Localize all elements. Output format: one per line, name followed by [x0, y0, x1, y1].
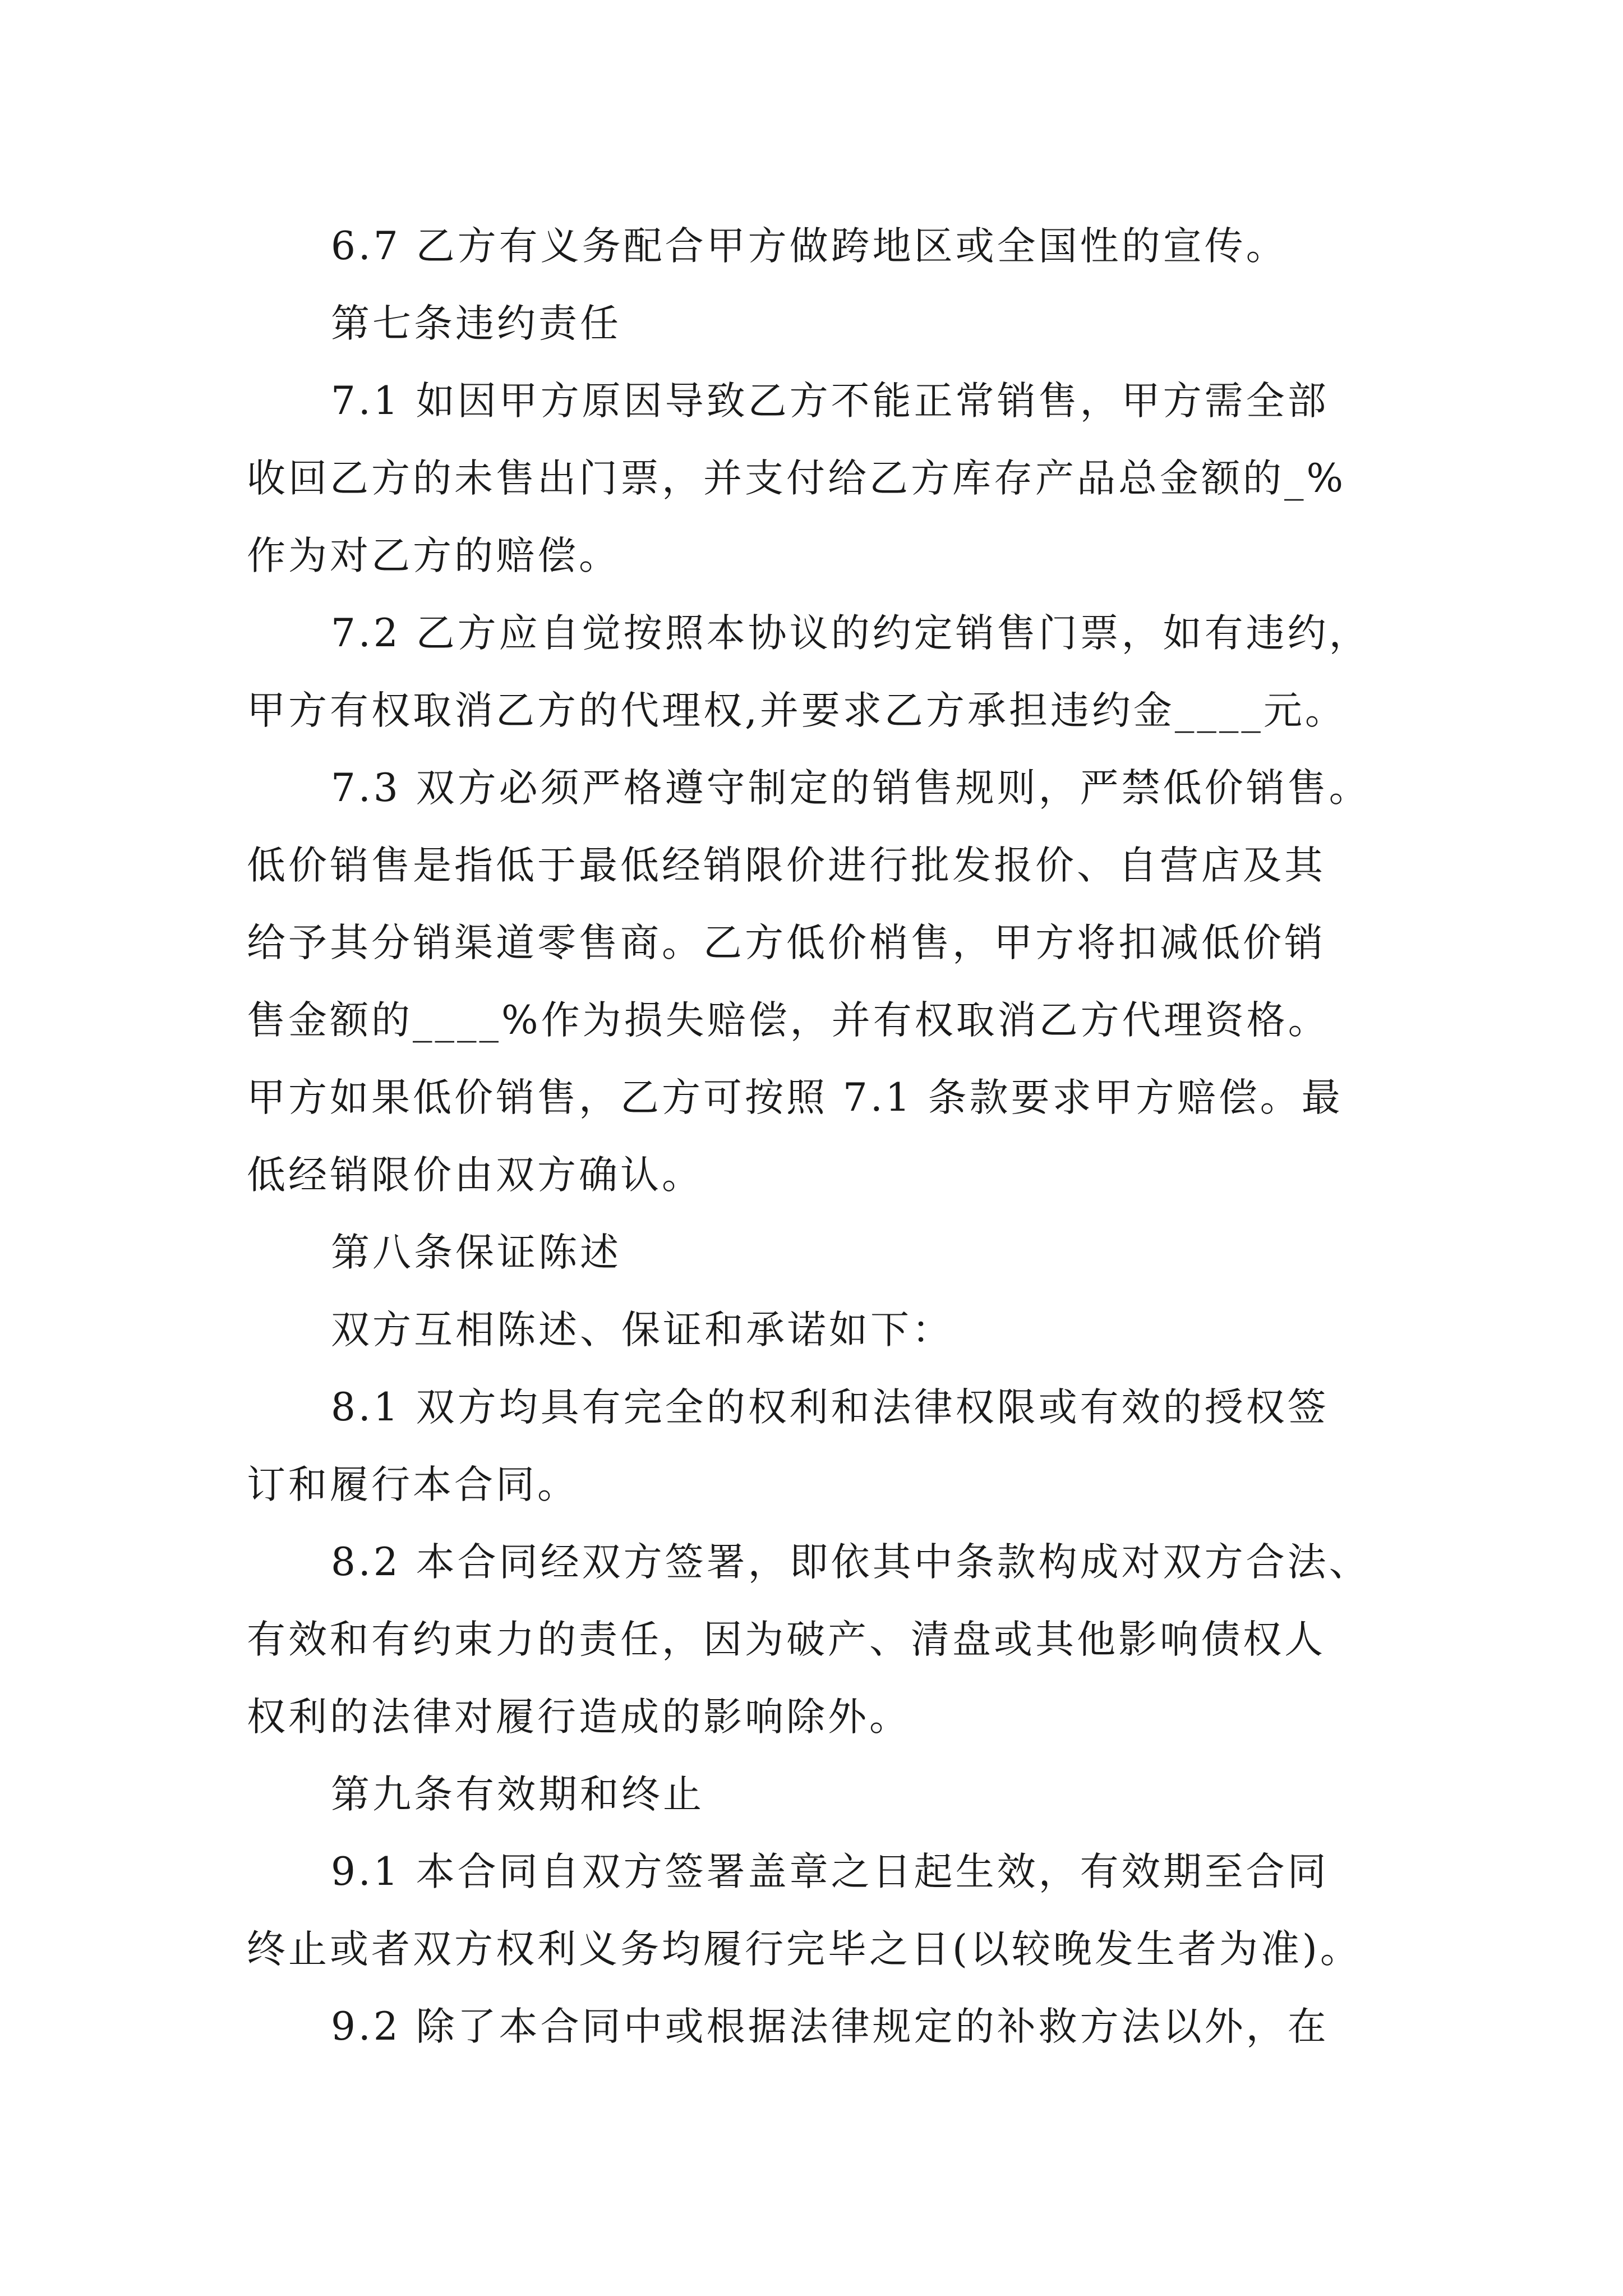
paragraph-line: 7.3 双方必须严格遵守制定的销售规则，严禁低价销售。: [331, 766, 1371, 811]
paragraph-line: 8.2 本合同经双方签署，即依其中条款构成对双方合法、: [331, 1540, 1371, 1585]
paragraph-line: 低经销限价由双方确认。: [247, 1153, 703, 1198]
paragraph-line: 作为对乙方的赔偿。: [247, 533, 620, 578]
paragraph-line: 权利的法律对履行造成的影响除外。: [247, 1695, 911, 1740]
paragraph-line: 给予其分销渠道零售商。乙方低价梢售，甲方将扣减低价销: [247, 921, 1326, 965]
paragraph-line: 甲方有权取消乙方的代理权,并要求乙方承担违约金____元。: [247, 688, 1347, 733]
paragraph-line: 9.2 除了本合同中或根据法律规定的补救方法以外，在: [331, 2004, 1329, 2049]
paragraph-line: 9.1 本合同自双方签署盖章之日起生效，有效期至合同: [331, 1849, 1329, 1894]
paragraph-line: 7.1 如因甲方原因导致乙方不能正常销售，甲方需全部: [331, 379, 1329, 424]
paragraph-line: 甲方如果低价销售，乙方可按照 7.1 条款要求甲方赔偿。最: [247, 1075, 1343, 1120]
paragraph-line: 收回乙方的未售出门票，并支付给乙方库存产品总金额的_%: [247, 456, 1347, 501]
paragraph-line: 订和履行本合同。: [247, 1462, 579, 1507]
paragraph-line: 低价销售是指低于最低经销限价进行批发报价、自营店及其: [247, 843, 1326, 888]
section-heading: 第八条保证陈述: [331, 1230, 621, 1275]
paragraph-line: 有效和有约束力的责任，因为破产、清盘或其他影响债权人: [247, 1617, 1326, 1662]
paragraph-line: 8.1 双方均具有完全的权利和法律权限或有效的授权签: [331, 1385, 1329, 1430]
paragraph-line: 售金额的____%作为损失赔偿，并有权取消乙方代理资格。: [247, 998, 1330, 1043]
section-heading: 第九条有效期和终止: [331, 1772, 704, 1817]
paragraph-line: 终止或者双方权利义务均履行完毕之日(以较晚发生者为准)。: [247, 1927, 1362, 1972]
paragraph-line: 7.2 乙方应自觉按照本协议的约定销售门票，如有违约，: [331, 611, 1371, 656]
section-heading: 第七条违约责任: [331, 301, 621, 346]
paragraph-line: 6.7 乙方有义务配合甲方做跨地区或全国性的宣传。: [331, 224, 1288, 269]
document-body: [247, 208, 1441, 2065]
paragraph-line: 双方互相陈述、保证和承诺如下：: [331, 1308, 953, 1352]
